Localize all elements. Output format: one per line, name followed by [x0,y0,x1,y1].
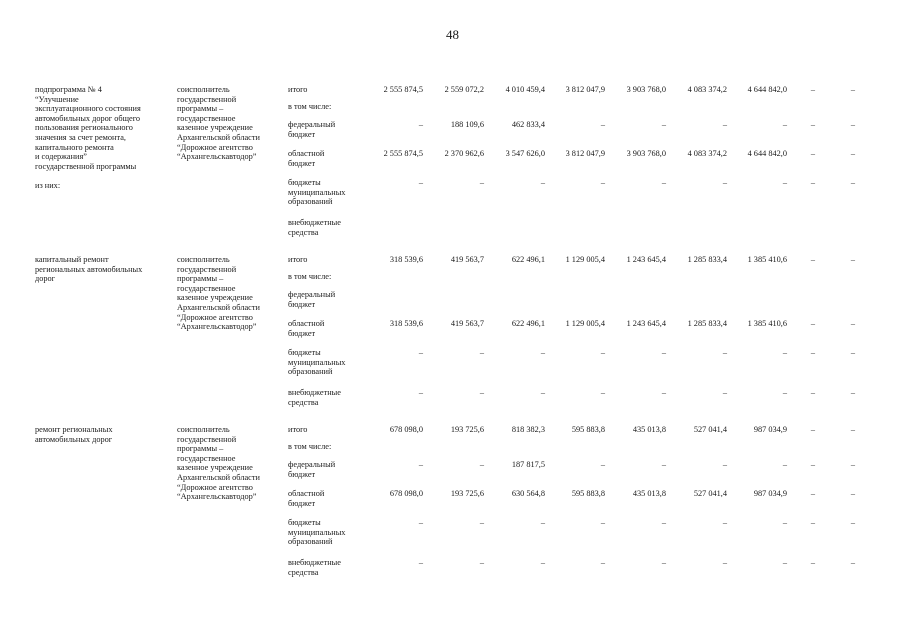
amount-cell: 1 385 410,6 [747,319,787,328]
amount-cell: – [810,489,815,498]
amount-cell: – [810,518,815,527]
amount-cell: 193 725,6 [450,425,484,434]
amount-cell: – [540,178,545,187]
amount-cell: – [722,460,727,469]
amount-cell: – [418,518,423,527]
executor-name: соисполнитель государственной программы – государственное казенное учреждение Архангельской области “Дорожное агентство “Архангельскавтодор” [177,255,260,332]
amount-cell: – [661,178,666,187]
amount-cell: – [850,120,855,129]
amount-cell: 630 564,8 [511,489,545,498]
amount-cell: – [810,85,815,94]
amount-cell: – [600,518,605,527]
funding-source-label: итого [288,255,308,264]
amount-cell: 987 034,9 [753,425,787,434]
funding-source-label: итого [288,85,308,94]
amount-cell: – [810,178,815,187]
amount-cell: 419 563,7 [450,255,484,264]
amount-cell: – [722,120,727,129]
amount-cell: – [479,558,484,567]
amount-cell: – [661,348,666,357]
amount-cell: – [600,348,605,357]
amount-cell: 193 725,6 [450,489,484,498]
amount-cell: – [850,348,855,357]
amount-cell: – [479,460,484,469]
page-number: 48 [446,27,459,42]
amount-cell: – [722,558,727,567]
amount-cell: 527 041,4 [693,425,727,434]
amount-cell: 4 010 459,4 [505,85,545,94]
amount-cell: 3 903 768,0 [626,85,666,94]
amount-cell: – [850,425,855,434]
funding-source-label: бюджеты муниципальных образований [288,518,346,547]
amount-cell: – [810,149,815,158]
amount-cell: 3 812 047,9 [565,85,605,94]
amount-cell: – [810,319,815,328]
amount-cell: – [661,518,666,527]
amount-cell: – [810,120,815,129]
amount-cell: – [850,178,855,187]
amount-cell: – [600,120,605,129]
amount-cell: – [479,178,484,187]
amount-cell: 3 547 626,0 [505,149,545,158]
amount-cell: 188 109,6 [450,120,484,129]
executor-name: соисполнитель государственной программы – государственное казенное учреждение Архангельской области “Дорожное агентство “Архангельскавтодор” [177,85,260,162]
amount-cell: 2 559 072,2 [444,85,484,94]
funding-source-label: бюджеты муниципальных образований [288,178,346,207]
amount-cell: – [722,178,727,187]
amount-cell: 622 496,1 [511,255,545,264]
amount-cell: – [782,518,787,527]
program-name: ремонт региональных автомобильных дорог [35,425,113,444]
amount-cell: – [479,348,484,357]
amount-cell: 4 083 374,2 [687,85,727,94]
funding-source-label: бюджеты муниципальных образований [288,348,346,377]
amount-cell: 595 883,8 [571,489,605,498]
funding-source-label: в том числе: [288,442,332,451]
amount-cell: – [661,460,666,469]
amount-cell: – [418,460,423,469]
amount-cell: 419 563,7 [450,319,484,328]
amount-cell: – [810,388,815,397]
amount-cell: – [540,388,545,397]
amount-cell: – [418,388,423,397]
amount-cell: – [722,388,727,397]
amount-cell: – [600,558,605,567]
amount-cell: 4 644 842,0 [747,85,787,94]
amount-cell: – [418,178,423,187]
amount-cell: – [850,558,855,567]
amount-cell: 818 382,3 [511,425,545,434]
amount-cell: 3 903 768,0 [626,149,666,158]
executor-name: соисполнитель государственной программы – государственное казенное учреждение Архангельской области “Дорожное агентство “Архангельскавтодор” [177,425,260,502]
amount-cell: 3 812 047,9 [565,149,605,158]
amount-cell: – [418,558,423,567]
amount-cell: 435 013,8 [632,489,666,498]
amount-cell: – [850,255,855,264]
amount-cell: – [722,348,727,357]
funding-source-label: областной бюджет [288,489,325,508]
funding-source-label: внебюджетные средства [288,388,341,407]
amount-cell: – [850,489,855,498]
amount-cell: – [661,388,666,397]
amount-cell: – [418,120,423,129]
amount-cell: – [850,319,855,328]
amount-cell: – [540,558,545,567]
funding-source-label: областной бюджет [288,319,325,338]
amount-cell: 318 539,6 [389,319,423,328]
amount-cell: – [810,255,815,264]
amount-cell: 595 883,8 [571,425,605,434]
amount-cell: 2 370 962,6 [444,149,484,158]
funding-source-label: итого [288,425,308,434]
funding-source-label: внебюджетные средства [288,558,341,577]
amount-cell: – [850,518,855,527]
amount-cell: 1 243 645,4 [626,319,666,328]
funding-source-label: в том числе: [288,102,332,111]
amount-cell: 1 285 833,4 [687,319,727,328]
amount-cell: – [782,348,787,357]
amount-cell: 4 083 374,2 [687,149,727,158]
amount-cell: – [850,149,855,158]
amount-cell: – [850,460,855,469]
amount-cell: 435 013,8 [632,425,666,434]
amount-cell: – [810,348,815,357]
funding-source-label: в том числе: [288,272,332,281]
amount-cell: 318 539,6 [389,255,423,264]
amount-cell: – [600,460,605,469]
amount-cell: 2 555 874,5 [383,149,423,158]
funding-source-label: федеральный бюджет [288,120,336,139]
amount-cell: 4 644 842,0 [747,149,787,158]
amount-cell: – [540,348,545,357]
funding-source-label: областной бюджет [288,149,325,168]
amount-cell: 1 243 645,4 [626,255,666,264]
amount-cell: – [479,388,484,397]
funding-source-label: федеральный бюджет [288,290,336,309]
amount-cell: – [782,558,787,567]
amount-cell: – [540,518,545,527]
program-name: капитальный ремонт региональных автомобильных дорог [35,255,143,284]
amount-cell: 1 129 005,4 [565,255,605,264]
amount-cell: – [661,120,666,129]
amount-cell: – [782,460,787,469]
amount-cell: 678 098,0 [389,425,423,434]
program-name: подпрограмма № 4 “Улучшение эксплуатационного состояния автомобильных дорог общего пользования регионального значения за счет ремонта, капитального ремонта и содержания” государственной программы из них: [35,85,141,190]
amount-cell: – [810,460,815,469]
amount-cell: 1 285 833,4 [687,255,727,264]
amount-cell: – [722,518,727,527]
amount-cell: – [810,558,815,567]
amount-cell: 987 034,9 [753,489,787,498]
amount-cell: – [600,178,605,187]
amount-cell: – [661,558,666,567]
amount-cell: 2 555 874,5 [383,85,423,94]
amount-cell: 1 129 005,4 [565,319,605,328]
amount-cell: – [850,85,855,94]
funding-source-label: федеральный бюджет [288,460,336,479]
amount-cell: – [782,178,787,187]
amount-cell: – [782,120,787,129]
amount-cell: 1 385 410,6 [747,255,787,264]
amount-cell: 678 098,0 [389,489,423,498]
amount-cell: – [810,425,815,434]
amount-cell: 527 041,4 [693,489,727,498]
amount-cell: – [600,388,605,397]
amount-cell: – [850,388,855,397]
amount-cell: 187 817,5 [511,460,545,469]
amount-cell: – [782,388,787,397]
amount-cell: – [479,518,484,527]
amount-cell: – [418,348,423,357]
funding-source-label: внебюджетные средства [288,218,341,237]
amount-cell: 622 496,1 [511,319,545,328]
amount-cell: 462 833,4 [511,120,545,129]
